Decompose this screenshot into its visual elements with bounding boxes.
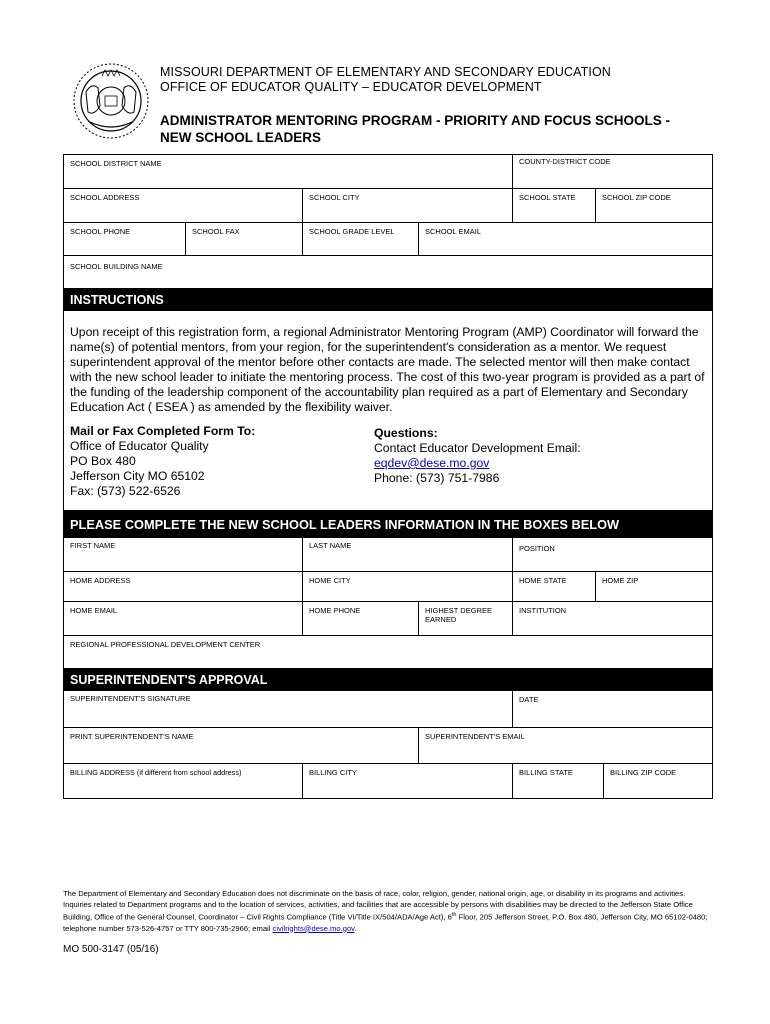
notice-superscript: th: [451, 912, 457, 918]
print-superintendent-name-field[interactable]: [64, 728, 418, 763]
instructions-body: Upon receipt of this registration form, a regional Administrator Mentoring Program (AMP) Coordinator will forward the name(s) of potential mentors, from your region, for the superintendent's consideration as a mentor. We request superintendent approval of the mentor before other contacts are made. The selected mentor will then make contact with the new school leader to initiate the mentoring process. The cost of this two-year program is provided as a part of the funding of the leadership component of the accountability plan required as a part of Elementary and Secondary Education Act ( ESEA ) as amended by the flexibility waiver.: [70, 325, 705, 414]
field-label: BILLING ADDRESS (if different from school address): [70, 768, 242, 777]
field-label: REGIONAL PROFESSIONAL DEVELOPMENT CENTER: [70, 640, 261, 649]
superintendent-email-field[interactable]: [418, 728, 713, 763]
field-label: HOME ZIP: [602, 576, 639, 585]
questions-line-1: Contact Educator Development Email:: [374, 441, 581, 455]
school-grade-level-field[interactable]: [302, 223, 418, 255]
field-label: POSITION: [519, 544, 555, 553]
field-label: SCHOOL BUILDING NAME: [70, 262, 163, 271]
school-district-name-field[interactable]: [64, 155, 512, 188]
leader-info-table: [63, 511, 713, 669]
superintendent-signature-field[interactable]: [64, 691, 512, 727]
home-address-field[interactable]: [64, 572, 302, 601]
field-label: LAST NAME: [309, 541, 352, 550]
leader-row-1: [64, 538, 712, 572]
field-label: SCHOOL CITY: [309, 193, 360, 202]
nondiscrimination-notice: [63, 888, 713, 934]
field-label: SCHOOL PHONE: [70, 227, 131, 236]
supt-row-1: [64, 691, 712, 728]
state-seal-icon: [72, 62, 150, 140]
superintendent-table: [63, 669, 713, 799]
agency-line-1: MISSOURI DEPARTMENT OF ELEMENTARY AND SECONDARY EDUCATION: [160, 65, 611, 79]
mail-line-4: Fax: (573) 522-6526: [70, 484, 181, 498]
field-label: HOME CITY: [309, 576, 351, 585]
field-label: INSTITUTION: [519, 606, 567, 615]
questions-phone: Phone: (573) 751-7986: [374, 471, 500, 485]
school-building-name-field[interactable]: [64, 256, 713, 289]
school-row-2: [64, 189, 712, 223]
school-email-field[interactable]: [418, 223, 713, 255]
home-phone-field[interactable]: [302, 602, 418, 635]
last-name-field[interactable]: [302, 538, 512, 571]
school-row-3: [64, 223, 712, 256]
field-label: HOME EMAIL: [70, 606, 118, 615]
rpdc-field[interactable]: [64, 636, 713, 669]
highest-degree-field[interactable]: [418, 602, 512, 635]
mail-line-1: Office of Educator Quality: [70, 439, 209, 453]
field-label: SCHOOL FAX: [192, 227, 240, 236]
leader-section-heading: PLEASE COMPLETE THE NEW SCHOOL LEADERS INFORMATION IN THE BOXES BELOW: [64, 512, 712, 538]
home-zip-field[interactable]: [595, 572, 713, 601]
notice-text: .: [354, 923, 357, 933]
field-label: PRINT SUPERINTENDENT'S NAME: [70, 732, 194, 741]
school-row-4: [64, 256, 712, 289]
notice-text: Floor, 205 Jefferson Street, P.O. Box 480, Jefferson City, MO 65102-0480; telephone number 573-526-4757 or TTY 800-735-2966; email: [63, 912, 708, 933]
mail-fax-block: [70, 424, 255, 499]
date-field[interactable]: [512, 691, 713, 727]
field-label: HOME STATE: [519, 576, 567, 585]
field-label: BILLING STATE: [519, 768, 573, 777]
billing-state-field[interactable]: [512, 764, 603, 799]
field-label: SCHOOL GRADE LEVEL: [309, 227, 395, 236]
school-phone-field[interactable]: [64, 223, 185, 255]
field-label: BILLING ZIP CODE: [610, 768, 677, 777]
agency-line-2: OFFICE OF EDUCATOR QUALITY – EDUCATOR DEVELOPMENT: [160, 80, 542, 94]
field-label: SCHOOL EMAIL: [425, 227, 481, 236]
field-label: SCHOOL ZIP CODE: [602, 193, 671, 202]
home-city-field[interactable]: [302, 572, 512, 601]
field-label: SUPERINTENDENT'S SIGNATURE: [70, 694, 191, 703]
position-field[interactable]: [512, 538, 713, 571]
notice-text: The Department of Elementary and Secondary Education does not discriminate on the basis of race, color, religion, gender, national origin, age, or disability in its programs and activities. Inquiries related to Department programs and to the location of services, activities, and facilities that are accessible by persons with disabilities may be directed to the Jefferson State Office Building, Office of the General Counsel, Coordinator – Civil Rights Compliance (Title VI/Title IX/504/ADA/Age Act), 6: [63, 889, 693, 922]
home-email-field[interactable]: [64, 602, 302, 635]
supt-row-2: [64, 728, 712, 764]
field-label: COUNTY-DISTRICT CODE: [519, 157, 611, 166]
field-label: DATE: [519, 695, 539, 704]
questions-heading: Questions:: [374, 426, 438, 440]
field-label: HOME ADDRESS: [70, 576, 131, 585]
mail-line-3: Jefferson City MO 65102: [70, 469, 205, 483]
field-label: SUPERINTENDENT'S EMAIL: [425, 732, 525, 741]
school-fax-field[interactable]: [185, 223, 302, 255]
county-district-code-field[interactable]: [512, 155, 713, 188]
field-label: SCHOOL DISTRICT NAME: [70, 159, 162, 168]
institution-field[interactable]: [512, 602, 713, 635]
first-name-field[interactable]: [64, 538, 302, 571]
field-label: FIRST NAME: [70, 541, 116, 550]
civil-rights-email-link[interactable]: civilrights@dese.mo.gov: [272, 923, 355, 933]
school-zip-field[interactable]: [595, 189, 713, 222]
form-title: [160, 112, 720, 146]
leader-row-2: [64, 572, 712, 602]
leader-row-3: [64, 602, 712, 636]
leader-row-4: [64, 636, 712, 669]
questions-block: [374, 426, 581, 486]
home-state-field[interactable]: [512, 572, 595, 601]
school-city-field[interactable]: [302, 189, 512, 222]
field-label: SCHOOL ADDRESS: [70, 193, 140, 202]
school-info-table: [63, 154, 713, 289]
mail-heading: Mail or Fax Completed Form To:: [70, 424, 256, 438]
field-label: HOME PHONE: [309, 606, 361, 615]
field-label: HIGHEST DEGREE EARNED: [425, 606, 492, 624]
form-number: MO 500-3147 (05/16): [63, 944, 159, 955]
supt-row-3: [64, 764, 712, 799]
billing-zip-field[interactable]: [603, 764, 713, 799]
school-row-1: [64, 155, 712, 189]
title-line-1: ADMINISTRATOR MENTORING PROGRAM - PRIORITY AND FOCUS SCHOOLS -: [160, 113, 671, 128]
superintendent-heading: SUPERINTENDENT'S APPROVAL: [64, 670, 712, 691]
school-state-field[interactable]: [512, 189, 595, 222]
field-label: SCHOOL STATE: [519, 193, 576, 202]
questions-email-link[interactable]: eqdev@dese.mo.gov: [374, 456, 490, 470]
title-line-2: NEW SCHOOL LEADERS: [160, 130, 322, 145]
billing-address-field[interactable]: [64, 764, 302, 799]
field-label: BILLING CITY: [309, 768, 357, 777]
school-address-field[interactable]: [64, 189, 302, 222]
instructions-heading: INSTRUCTIONS: [64, 289, 712, 311]
mail-line-2: PO Box 480: [70, 454, 136, 468]
agency-header: [160, 65, 611, 95]
billing-city-field[interactable]: [302, 764, 512, 799]
